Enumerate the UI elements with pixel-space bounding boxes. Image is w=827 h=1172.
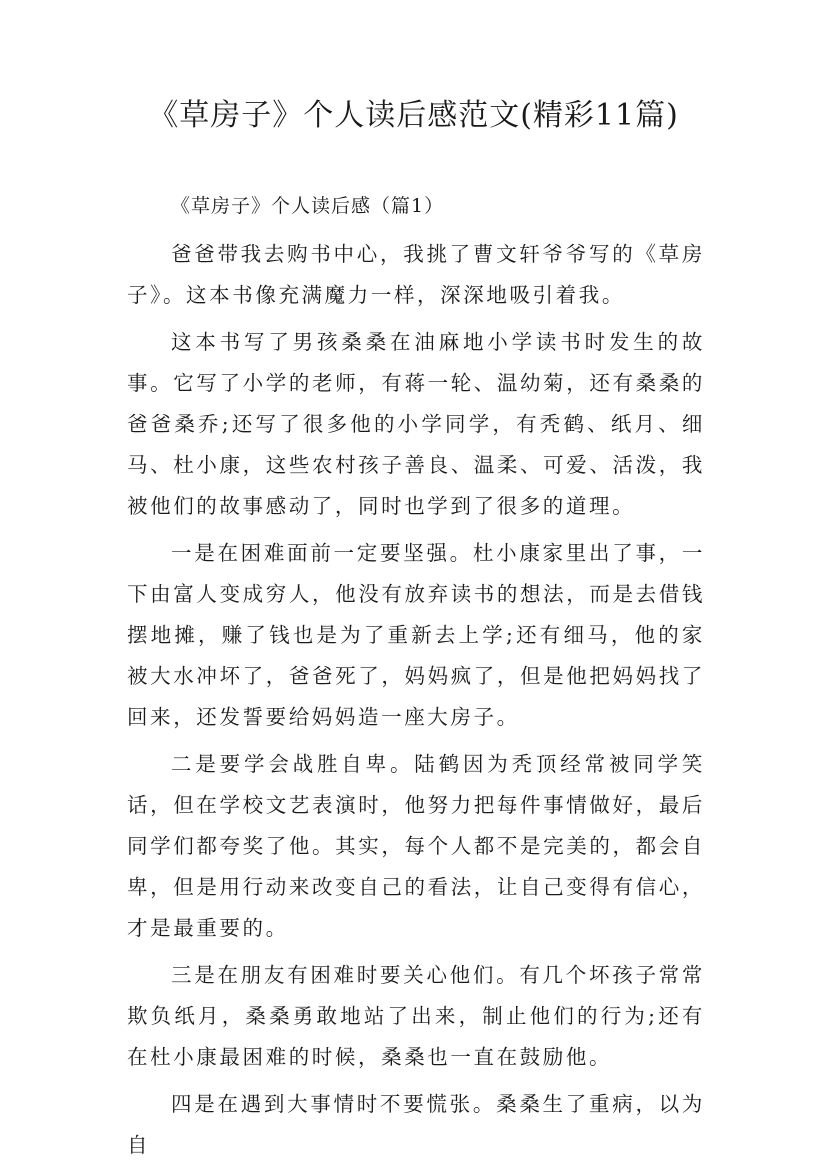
section-heading: 《草房子》个人读后感（篇1） xyxy=(171,195,445,217)
paragraph: 这本书写了男孩桑桑在油麻地小学读书时发生的故事。它写了小学的老师，有蒋一轮、温幼菊，还有桑桑的爸爸桑乔;还写了很多他的小学同学，有秃鹤、纸月、细马、杜小康，这些农村孩子善良、温柔、可爱、活泼，我被他们的故事感动了，同时也学到了很多的道理。 xyxy=(127,330,705,518)
paragraph: 四是在遇到大事情时不要慌张。桑桑生了重病，以为自 xyxy=(127,1092,705,1157)
document-body xyxy=(127,190,705,1172)
paragraph: 三是在朋友有困难时要关心他们。有几个坏孩子常常欺负纸月，桑桑勇敢地站了出来，制止他们的行为;还有在杜小康最困难的时候，桑桑也一直在鼓励他。 xyxy=(127,963,705,1069)
document-title: 《草房子》个人读后感范文(精彩11篇) xyxy=(148,98,679,133)
paragraph: 一是在困难面前一定要坚强。杜小康家里出了事，一下由富人变成穷人，他没有放弃读书的想法，而是去借钱摆地摊，赚了钱也是为了重新去上学;还有细马，他的家被大水冲坏了，爸爸死了，妈妈疯了，但是他把妈妈找了回来，还发誓要给妈妈造一座大房子。 xyxy=(127,541,705,729)
paragraph: 二是要学会战胜自卑。陆鹤因为秃顶经常被同学笑话，但在学校文艺表演时，他努力把每件事情做好，最后同学们都夸奖了他。其实，每个人都不是完美的，都会自卑，但是用行动来改变自己的看法，让自己变得有信心，才是最重要的。 xyxy=(127,752,705,940)
paragraph: 爸爸带我去购书中心，我挑了曹文轩爷爷写的《草房子》。这本书像充满魔力一样，深深地吸引着我。 xyxy=(127,242,705,307)
